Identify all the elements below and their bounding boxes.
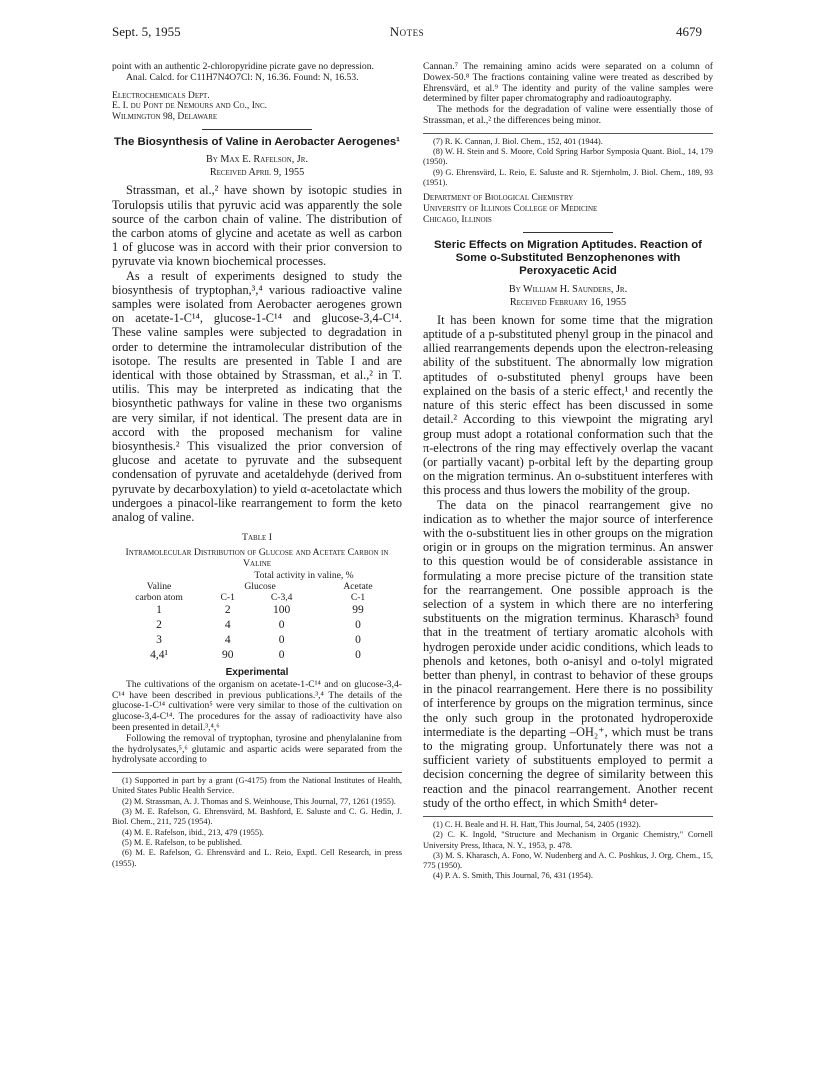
- footnote: (5) M. E. Rafelson, to be published.: [122, 837, 243, 847]
- received-line: Received April 9, 1955: [209, 167, 305, 179]
- footnote: (2) M. Strassman, A. J. Thomas and S. Weinhouse, This Journal, 77, 1261 (1955).: [122, 796, 396, 806]
- table-cell: 2: [156, 618, 162, 631]
- column-header: Acetate: [343, 580, 373, 592]
- table-cell: 2: [224, 603, 231, 616]
- footnote: (3) M. E. Rafelson, G. Ehrensvärd, M. Bashford, E. Saluste and C. G. Hedin, J. Biol. Chem., 211, 725 (1954).: [112, 807, 402, 827]
- article-title: Steric Effects on Migration Aptitudes. Reaction of Some o-Substituted Benzophenones with Peroxyacetic Acid: [434, 238, 702, 278]
- footnote: (1) Supported in part by a grant (G-4175) from the National Institutes of Health, United States Public Health Service.: [112, 776, 402, 796]
- article-title: The Biosynthesis of Valine in Aerobacter Aerogenes¹: [114, 135, 400, 148]
- table-cell: 4: [224, 618, 231, 631]
- table-cell: 90: [221, 648, 234, 661]
- column-header: C-3,4: [270, 591, 293, 603]
- table-row: [112, 618, 402, 633]
- paragraph: As a result of experiments designed to study the biosynthesis of tryptophan,³,⁴ various radioactive valine samples were isolated from Aerobacter aerogenes grown on acetate-1-C¹⁴, glucose-1-C¹⁴ and glucose-3,4-C¹⁴. These valine samples were subjected to degradation in order to determine the intramolecular distribution of the isotope. The results are presented in Table I and are identical with those obtained by Strassman, et al.,² in T. utilis. This may be interpreted as indicating that the biosynthetic pathways for valine in these two organisms are very similar, if not identical. The present data are in accord with the proposed mechanism for valine biosynthesis.² This visualized the prior conversion of glucose and acetate to pyruvate and the subsequent condensation of pyruvate and acetaldehyde (derived from pyruvate by decarboxylation) to yield α-acetolactate which undergoes a pinacol-like rearrangement to form the keto analog of valine.: [112, 268, 402, 525]
- analysis-line: Anal. Calcd. for C11H7N4O7Cl: N, 16.36. Found: N, 16.53.: [126, 71, 359, 83]
- header-section: Notes: [389, 24, 425, 39]
- affiliation-block: [112, 91, 402, 123]
- header-page-number: 4679: [676, 24, 702, 39]
- affiliation-line: Wilmington 98, Delaware: [112, 111, 218, 123]
- page-header: [112, 24, 702, 42]
- table-cell: 1: [156, 603, 162, 616]
- footnote: (7) R. K. Cannan, J. Biol. Chem., 152, 401 (1944).: [433, 136, 603, 146]
- footnote: (9) G. Ehrensvärd, L. Reio, E. Saluste and R. Stjernholm, J. Biol. Chem., 189, 93 (1951).: [423, 167, 713, 187]
- table-row: [112, 633, 402, 648]
- section-heading: Experimental: [225, 666, 289, 678]
- footnote-divider: [423, 816, 713, 817]
- footnote: (4) M. E. Rafelson, ibid., 213, 479 (1955).: [122, 827, 264, 837]
- column-header: Valine: [146, 580, 172, 592]
- table-row: [112, 603, 402, 618]
- table-cell: 100: [273, 603, 291, 616]
- footnotes: [112, 776, 402, 869]
- footnote: (2) C. K. Ingold, "Structure and Mechanism in Organic Chemistry," Cornell University Press, Ithaca, N. Y., 1953, p. 478.: [423, 830, 713, 850]
- table-caption: Intramolecular Distribution of Glucose and Acetate Carbon in Valine: [125, 546, 389, 570]
- paragraph: The cultivations of the organism on acetate-1-C¹⁴ and on glucose-3,4-C¹⁴ have been described in previous publications.³,⁴ The details of the glucose-1-C¹⁴ cultivation⁵ were very similar to those of the cultivation on glucose-3,4-C¹⁴. The procedures for the assay of radioactivity have also been presented in detail.³,⁴,⁶: [112, 678, 402, 733]
- footnote-divider: [423, 133, 713, 134]
- table-cell: 0: [278, 633, 285, 646]
- table-cell: 3: [156, 633, 162, 646]
- affiliation-line: Department of Biological Chemistry: [423, 192, 574, 204]
- footnotes: [423, 820, 713, 882]
- footnote: (1) C. H. Beale and H. H. Hatt, This Journal, 54, 2405 (1932).: [433, 819, 641, 829]
- affiliation-line: Chicago, Illinois: [423, 213, 492, 225]
- affiliation-line: University of Illinois College of Medicine: [423, 203, 598, 215]
- column-header: C-1: [350, 591, 366, 603]
- table-cell: 4: [224, 633, 231, 646]
- table-cell: 0: [278, 648, 285, 661]
- divider: [202, 129, 312, 130]
- column-header: carbon atom: [135, 591, 183, 603]
- footnote: (8) W. H. Stein and S. Moore, Cold Spring Harbor Symposia Quant. Biol., 14, 179 (1950).: [423, 147, 713, 167]
- affiliation-block: [423, 193, 713, 225]
- paragraph: Cannan.⁷ The remaining amino acids were separated on a column of Dowex-50.⁸ The fractions containing valine were treated as described by Ehrensvärd, et al.⁹ The identity and purity of the valine samples were determined by filter paper chromatography and radioautography.: [423, 61, 713, 105]
- table-label: Table I: [242, 532, 272, 544]
- table-cell: 0: [278, 618, 285, 631]
- footnote-divider: [112, 772, 402, 773]
- table-cell: 0: [355, 648, 361, 661]
- author-line: By Max E. Rafelson, Jr.: [205, 154, 308, 166]
- footnotes: [423, 137, 713, 188]
- table-row: [112, 648, 402, 663]
- right-column: [423, 62, 713, 882]
- affiliation-line: Electrochemicals Dept.: [112, 89, 210, 101]
- header-date: Sept. 5, 1955: [112, 24, 181, 39]
- footnote: (4) P. A. S. Smith, This Journal, 76, 431 (1954).: [433, 871, 593, 881]
- column-spanner: Total activity in valine, %: [254, 569, 354, 581]
- paragraph: The methods for the degradation of valine were essentially those of Strassman, et al.,² the differences being minor.: [423, 104, 713, 126]
- table-cell: 0: [355, 618, 361, 631]
- prev-article-text: point with an authentic 2-chloropyridine picrate gave no depression.: [112, 61, 374, 72]
- table-i: [112, 532, 402, 663]
- footnote: (6) M. E. Rafelson, G. Ehrensvärd and L. Reio, Exptl. Cell Research, in press (1955).: [112, 848, 402, 868]
- paragraph: It has been known for some time that the migration aptitude of a p-substituted phenyl group in the pinacol and allied rearrangements depends upon the electron-releasing ability of the substituent. The abnormally low migration aptitudes of o-substituted phenyl groups have been explained on the basis of a steric effect,¹ and recently the nature of this steric effect has been discussed in some detail.² According to this viewpoint the migrating aryl group must adopt a rotational conformation such that the π-electrons of the ring may effectively overlap the vacant (or partially vacant) p-orbital left by the departing group on the migration terminus. An o-substituent interferes with this process and thus lowers the mobility of the group.: [423, 312, 713, 498]
- column-header: Glucose: [244, 580, 276, 592]
- column-header: C-1: [220, 591, 235, 603]
- table-cell: 99: [352, 603, 364, 616]
- received-line: Received February 16, 1955: [509, 296, 627, 308]
- footnote: (3) M. S. Kharasch, A. Fono, W. Nudenberg and A. C. Poshkus, J. Org. Chem., 15, 775 (1950).: [423, 850, 713, 871]
- paragraph: Following the removal of tryptophan, tyrosine and phenylalanine from the hydrolysates,⁵,⁶ glutamic and aspartic acids were separated from the hydrolysate according to: [112, 732, 402, 766]
- author-line: By William H. Saunders, Jr.: [508, 283, 628, 295]
- paragraph: Strassman, et al.,² have shown by isotopic studies in Torulopsis utilis that pyruvic acid was apparently the sole source of the carbon chain of valine. The distribution of the carbon atoms of glycine and acetate as well as carbon 1 of glucose was in accord with their prior conversion to pyruvate via known biochemical processes.: [112, 183, 402, 269]
- left-column: [112, 62, 402, 869]
- distribution-table: [112, 570, 402, 663]
- table-cell: 0: [355, 633, 361, 646]
- affiliation-line: E. I. du Pont de Nemours and Co., Inc.: [112, 100, 268, 112]
- divider: [523, 232, 613, 233]
- paragraph: The data on the pinacol rearrangement give no indication as to whether the major source of interference with the o-substituent lies in other groups on the migration origin or in groups on the migration terminus. An answer to this question would be of considerable assistance in formulating a more precise picture of the transition state for the rearrangement. One possible approach is the selection of a system in which there are no interfering substituents on the migration terminus. Kharasch³ found that in the treatment of tertiary aromatic alcohols with hydrogen peroxide under acidic conditions, which leads to phenols and ketones, both o-anisyl and o-tolyl migrated better than phenyl, in contrast to behavior of these groups in the pinacol rearrangement. Here there is no possibility of interference by groups on the migration terminus, since the only such group in the protonated hydroperoxide intermediate is the departing –OH₂⁺, which must be trans to the migrating group. Unfortunately there was not a sufficient variety of substituents employed to permit a decision concerning the degree of similarity between this reaction and the pinacol rearrangement. Another recent study of the ortho effect, in which Smith⁴ deter-: [423, 497, 713, 810]
- table-cell: 4,4¹: [150, 648, 168, 661]
